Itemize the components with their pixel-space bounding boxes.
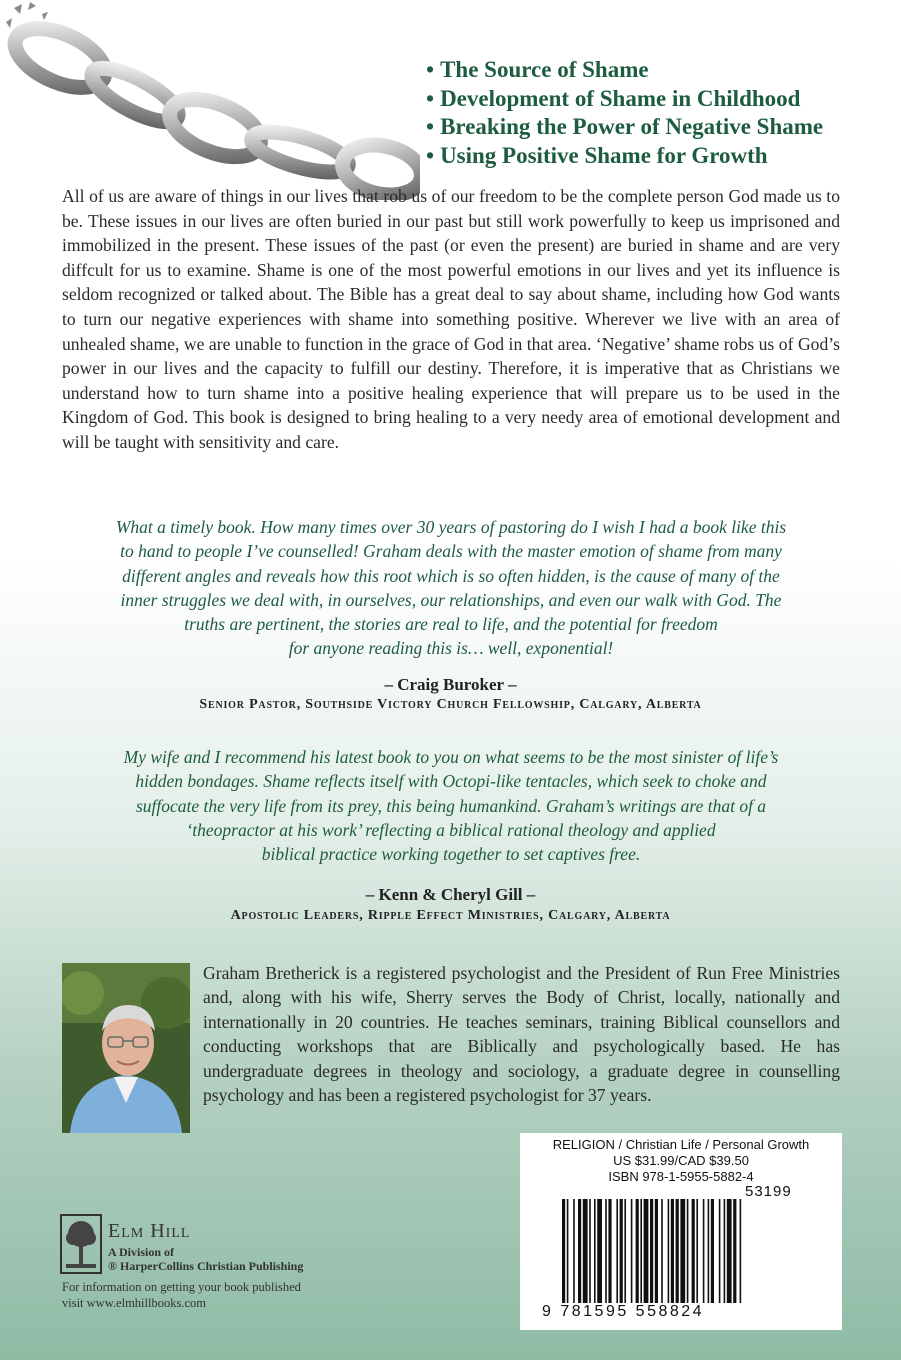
topic-bullet [426,113,823,142]
elm-tree-logo-icon [60,1214,102,1274]
broken-chain-image [0,0,420,200]
topic-bullet-text: Development of Shame in Childhood [440,85,801,111]
quote-line: to hand to people I’ve counselled! Graham deals with the master emotion of shame from many [120,541,782,562]
bisac-category: RELIGION / Christian Life / Personal Growth [552,1137,810,1152]
quote-line: ‘theopractor at his work’ reflecting a biblical rational theology and applied [186,819,716,840]
barcode-bars [562,1199,812,1303]
barcode-bar [661,1199,663,1303]
barcode-bar [724,1199,726,1303]
barcode-bar [636,1199,639,1303]
barcode-bar [624,1199,626,1303]
barcode-bar [620,1199,623,1303]
barcode-bar [562,1199,565,1303]
barcode-bar [640,1199,642,1303]
barcode-bar [696,1199,698,1303]
barcode-bar [703,1199,705,1303]
barcode-bar [676,1199,679,1303]
endorsement-quote [55,745,847,866]
endorser-name: – Craig Buroker – [384,675,517,694]
barcode-bar [567,1199,569,1303]
quote-line: suffocate the very life from its prey, this being humankind. Graham’s writings are that of a [135,795,767,816]
topic-bullet-text: Breaking the Power of Negative Shame [440,114,824,140]
publisher-division: ® HarperCollins Christian Publishing [108,1259,304,1273]
barcode-bar [583,1199,588,1303]
barcode-bar [687,1199,689,1303]
quote-line: truths are pertinent, the stories are real to life, and the potential for freedom [184,614,718,635]
barcode-bar [605,1199,607,1303]
publishing-info: visit www.elmhillbooks.com [62,1296,206,1310]
barcode-bar [608,1199,611,1303]
publisher-name: Elm Hill [108,1220,191,1242]
quote-line: hidden bondages. Shame reflects itself with Octopi-like tentacles, which seek to choke and [135,771,767,792]
barcode-bar [616,1199,618,1303]
barcode-bar [711,1199,714,1303]
barcode-bar [733,1199,736,1303]
barcode-bar [650,1199,653,1303]
topic-bullet [426,142,823,171]
quote-line: My wife and I recommend his latest book to you on what seems to be the most sinister of life’s [123,747,779,767]
quote-line: different angles and reveals how this root which is so often hidden, is the cause of many of the [122,565,780,586]
publisher-division: A Division of [108,1245,175,1259]
topic-bullet [426,85,823,114]
author-bio: Graham Bretherick is a registered psychologist and the President of Run Free Ministries and, along with his wife, Sherry serves the Body of Christ, locally, nationally and internationally in 20 countries. He teaches seminars, training Biblical counsellors and conducting workshops that are Biblically and psychologically based. He has undergraduate degrees in theology and sociology, a graduate degree in counselling psychology and has been a registered psychologist for 37 years. [203,963,840,1106]
book-description: All of us are aware of things in our lives that rob us of our freedom to be the complete person God made us to be. These issues in our lives are often buried in our past but still work powerfully to keep us imprisoned and immobilized in the present. These issues of the past (or even the present) are buried in shame and are very diffcult for us to examine. Shame is one of the most powerful emotions in our lives and yet its influence is seldom recognized or talked about. The Bible has a great deal to say about shame, including how God wants to turn our negative experiences with shame into something positive. Wherever we live with an area of unhealed shame, we are unable to function in the grace of God in that area. ‘Negative’ shame robs us of God’s power in our lives and the capacity to fulfill our destiny. Therefore, it is imperative that as Christians we understand how to turn shame into a positive healing experience that will prepare us to be used in the Kingdom of God. This book is designed to bring healing to a very needy area of emotional development and will be taught with sensitivity and care. [62,186,840,452]
bullet-dot-icon: • [426,85,435,111]
bullet-dot-icon: • [426,142,435,168]
endorsement-quote [55,515,847,661]
quote-line: for anyone reading this is… well, exponential! [288,638,614,659]
barcode-bar [727,1199,732,1303]
barcode-number: 9 781595 558824 [542,1303,705,1320]
barcode-bar [597,1199,602,1303]
barcode-bar [589,1199,591,1303]
barcode-bar [594,1199,596,1303]
quote-line: biblical practice working together to set captives free. [261,844,641,865]
barcode-bar [671,1199,674,1303]
topic-bullet-list [426,56,823,170]
endorser-role: Apostolic Leaders, Ripple Effect Ministries, Calgary, Alberta [230,908,671,923]
barcode-bar [740,1199,742,1303]
barcode-bar [578,1199,581,1303]
barcode-bar [644,1199,649,1303]
barcode-panel [520,1133,842,1330]
price-code: 53199 [745,1183,792,1200]
barcode-bar [680,1199,685,1303]
barcode-bar [668,1199,670,1303]
quote-line: What a timely book. How many times over 30 years of pastoring do I wish I had a book like this [115,517,787,537]
author-photo [62,963,190,1133]
barcode-bar [692,1199,695,1303]
topic-bullet [426,56,823,85]
barcode-bar [708,1199,710,1303]
topic-bullet-text: The Source of Shame [440,57,649,82]
bullet-dot-icon: • [426,57,435,82]
barcode-bar [719,1199,721,1303]
barcode-bar [573,1199,575,1303]
publishing-info: For information on getting your book published [62,1280,301,1294]
price-label: US $31.99/CAD $39.50 [613,1153,749,1168]
topic-bullet-text: Using Positive Shame for Growth [440,142,768,168]
barcode-bar [631,1199,633,1303]
endorser-name: – Kenn & Cheryl Gill – [365,885,536,904]
endorser-role: Senior Pastor, Southside Victory Church Fellowship, Calgary, Alberta [199,697,702,712]
quote-line: inner struggles we deal with, in ourselves, our relationships, and even our walk with God. The [120,589,782,610]
barcode-bar [655,1199,658,1303]
isbn-label: ISBN 978-1-5955-5882-4 [608,1169,754,1184]
bullet-dot-icon: • [426,114,435,140]
